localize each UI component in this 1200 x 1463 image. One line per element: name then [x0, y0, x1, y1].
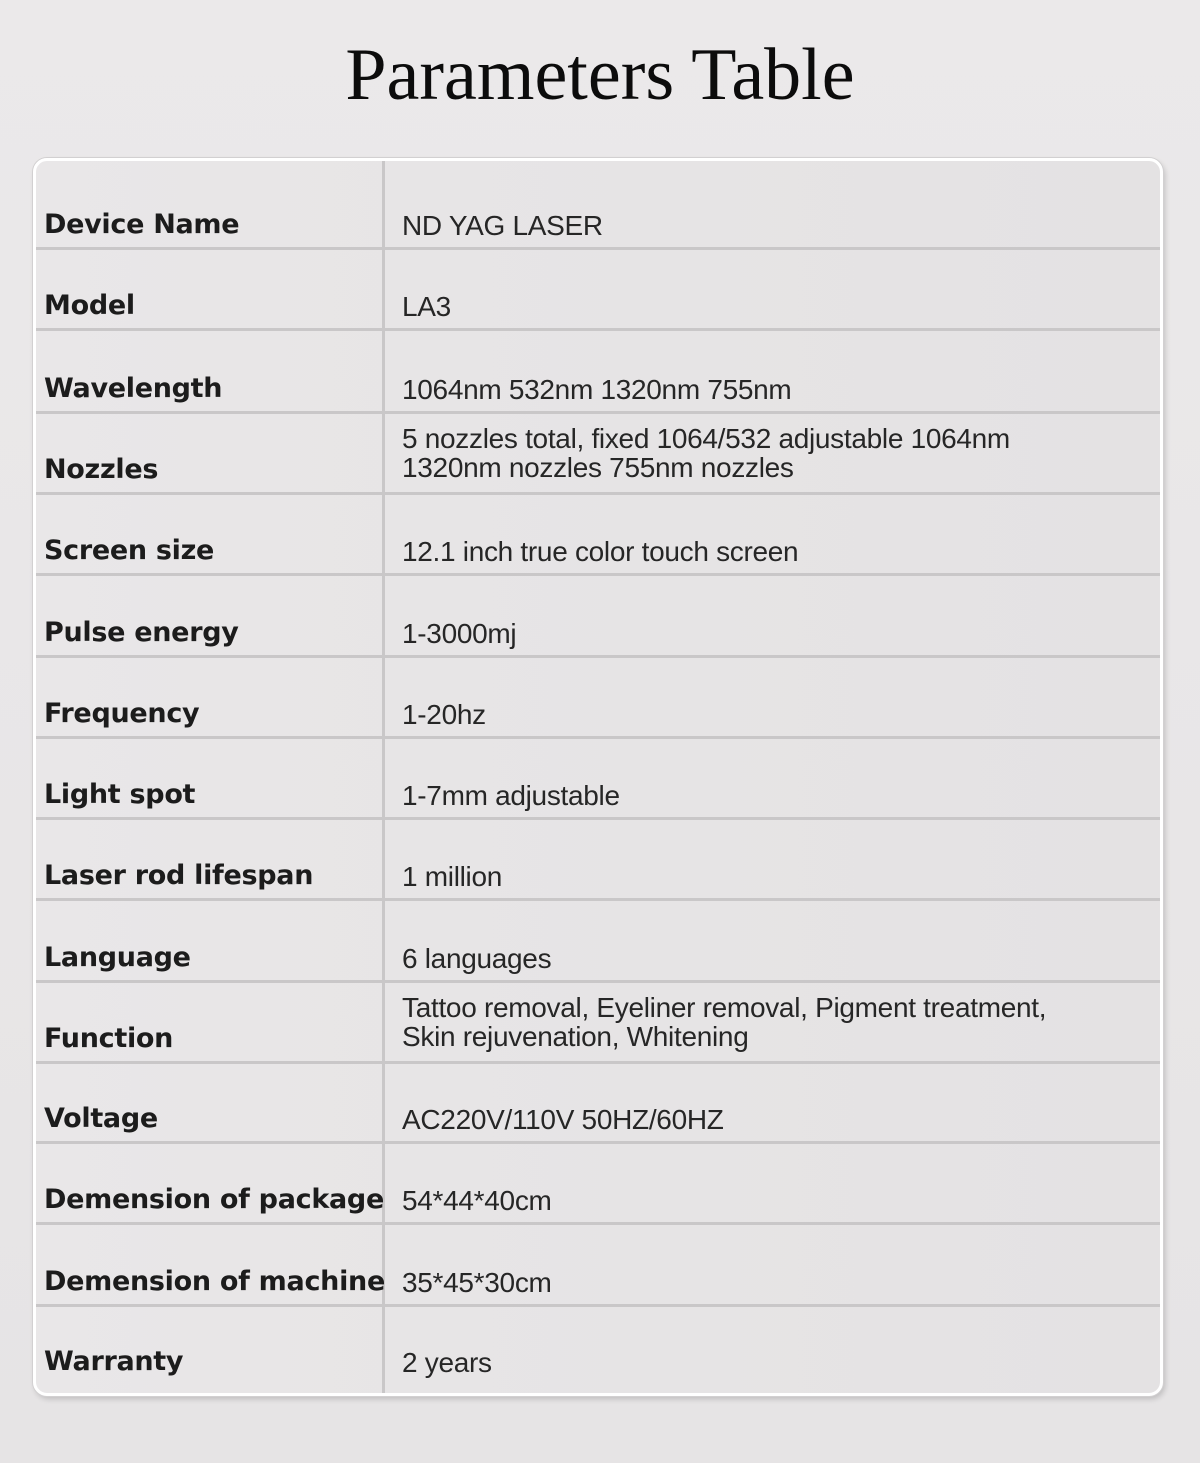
row-label: Wavelength — [44, 373, 223, 404]
row-value: 54*44*40cm — [402, 1185, 552, 1216]
row-label: Language — [44, 942, 191, 973]
row-value: 12.1 inch true color touch screen — [402, 536, 799, 567]
row-label: Pulse energy — [44, 617, 239, 648]
row-value: Tattoo removal, Eyeliner removal, Pigment treatment, Skin rejuvenation, Whitening — [402, 992, 1047, 1052]
table-row — [36, 1225, 1160, 1307]
row-value: 1-7mm adjustable — [402, 780, 620, 811]
row-value: 1064nm 532nm 1320nm 755nm — [402, 374, 792, 405]
table-row — [36, 250, 1160, 331]
table-row — [36, 414, 1160, 495]
table-row — [36, 161, 1160, 250]
row-value: 1-3000mj — [402, 618, 517, 649]
table-row — [36, 983, 1160, 1064]
row-label: Model — [44, 290, 135, 321]
row-label: Warranty — [44, 1346, 184, 1377]
table-row — [36, 495, 1160, 576]
row-value: 1 million — [402, 861, 503, 892]
row-label: Laser rod lifespan — [44, 860, 314, 891]
row-label: Screen size — [44, 535, 215, 566]
table-row — [36, 331, 1160, 414]
row-value: ND YAG LASER — [402, 210, 603, 241]
table-row — [36, 1307, 1160, 1393]
row-value: 6 languages — [402, 943, 552, 974]
parameters-table — [33, 158, 1163, 1396]
row-value: AC220V/110V 50HZ/60HZ — [402, 1104, 724, 1135]
row-label: Light spot — [44, 779, 196, 810]
table-row — [36, 739, 1160, 820]
row-value: LA3 — [402, 291, 451, 322]
row-label: Demension of package — [44, 1184, 384, 1215]
table-row — [36, 820, 1160, 901]
row-label: Device Name — [44, 209, 240, 240]
row-label: Nozzles — [44, 454, 159, 485]
table-row — [36, 576, 1160, 658]
table-row — [36, 901, 1160, 983]
row-label: Voltage — [44, 1103, 158, 1134]
row-value: 5 nozzles total, fixed 1064/532 adjustable 1064nm 1320nm nozzles 755nm nozzles — [402, 423, 1010, 483]
table-row — [36, 1064, 1160, 1144]
row-value: 2 years — [402, 1347, 492, 1378]
page-title: Parameters Table — [345, 34, 855, 116]
row-label: Function — [44, 1023, 174, 1054]
table-row — [36, 1144, 1160, 1225]
row-label: Frequency — [44, 698, 200, 729]
row-value: 35*45*30cm — [402, 1267, 552, 1298]
row-label: Demension of machine — [44, 1266, 385, 1297]
row-value: 1-20hz — [402, 699, 486, 730]
table-row — [36, 658, 1160, 739]
